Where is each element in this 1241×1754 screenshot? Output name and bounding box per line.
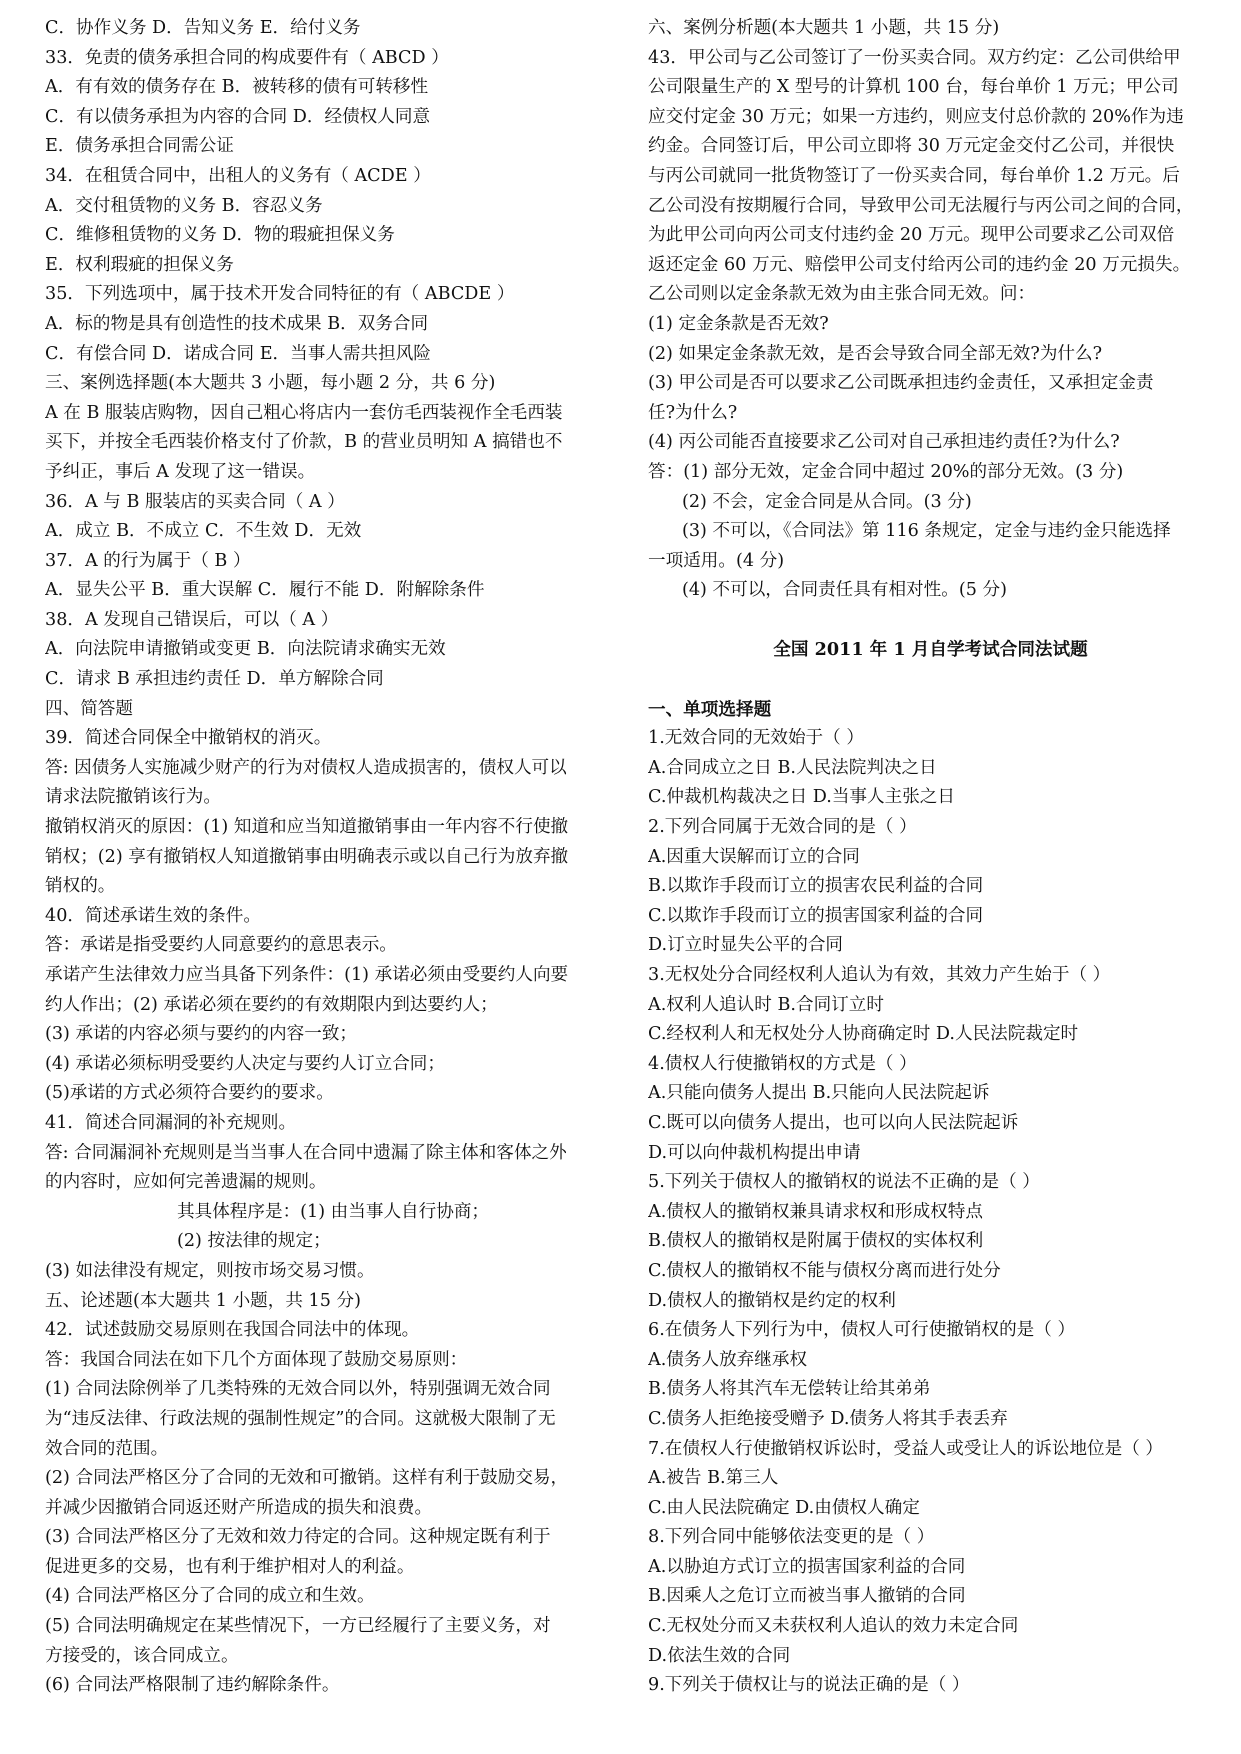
text-line: 答：承诺是指受要约人同意要约的意思表示。: [45, 935, 397, 956]
text-line: 3.无权处分合同经权利人追认为有效，其效力产生始于（ ）: [648, 965, 1111, 985]
left-column: [45, 14, 610, 1701]
text-line: C.无权处分而又未获权利人追认的效力未定合同: [648, 1616, 1019, 1637]
text-line: 应交付定金 30 万元；如果一方违约，则应支付总价款的 20%作为违: [648, 106, 1184, 127]
text-line: 答: 因债务人实施减少财产的行为对债权人造成损害的，债权人可以: [45, 757, 567, 778]
text-line: A.只能向债务人提出 B.只能向人民法院起诉: [648, 1083, 990, 1104]
text-line: C.以欺诈手段而订立的损害国家利益的合同: [648, 905, 984, 926]
text-line: C.既可以向债务人提出，也可以向人民法院起诉: [648, 1112, 1019, 1133]
text-line: 1.无效合同的无效始于（ ）: [648, 728, 864, 749]
section-heading: 一、单项选择题: [648, 698, 772, 720]
text-line: (4) 不可以，合同责任具有相对性。(5 分): [682, 580, 1007, 601]
text-line: (2) 按法律的规定；: [177, 1231, 331, 1252]
text-line: B.以欺诈手段而订立的损害农民利益的合同: [648, 876, 984, 897]
text-line: 35．下列选项中，属于技术开发合同特征的有（ ABCDE ）: [45, 284, 515, 305]
text-line: C．有以债务承担为内容的合同 D．经债权人同意: [45, 106, 431, 127]
text-line: A．交付租赁物的义务 B．容忍义务: [45, 195, 323, 216]
text-line: A．显失公平 B．重大误解 C．履行不能 D．附解除条件: [45, 580, 485, 601]
text-line: 答：(1) 部分无效，定金合同中超过 20%的部分无效。(3 分): [648, 461, 1124, 482]
text-line: (2) 如果定金条款无效，是否会导致合同全部无效?为什么?: [648, 343, 1103, 364]
text-line: 请求法院撤销该行为。: [45, 787, 221, 808]
text-line: 与丙公司就同一批货物签订了一份买卖合同，每台单价 1.2 万元。后: [648, 165, 1180, 186]
text-line: 销权的。: [45, 876, 116, 897]
text-line: 予纠正，事后 A 发现了这一错误。: [45, 461, 316, 482]
text-line: 2.下列合同属于无效合同的是（ ）: [648, 817, 917, 838]
text-line: (2) 不会，定金合同是从合同。(3 分): [682, 491, 972, 512]
text-line: 促进更多的交易，也有利于维护相对人的利益。: [45, 1556, 415, 1577]
text-line: 43．甲公司与乙公司签订了一份买卖合同。双方约定：乙公司供给甲: [648, 47, 1181, 68]
text-line: 并减少因撤销合同返还财产所造成的损失和浪费。: [45, 1497, 433, 1518]
text-line: 9.下列关于债权让与的说法正确的是（ ）: [648, 1675, 970, 1696]
text-line: 公司限量生产的 X 型号的计算机 100 台，每台单价 1 万元；甲公司: [648, 77, 1179, 98]
text-line: [648, 665, 1213, 695]
text-line: 三、案例选择题(本大题共 3 小题，每小题 2 分，共 6 分): [45, 373, 496, 394]
right-column: [648, 14, 1213, 1701]
text-line: 一项适用。(4 分): [648, 550, 785, 571]
text-line: (5)承诺的方式必须符合要约的要求。: [45, 1083, 334, 1104]
text-line: C．协作义务 D．告知义务 E．给付义务: [45, 18, 361, 38]
text-line: A.权利人追认时 B.合同订立时: [648, 994, 884, 1015]
text-line: D.依法生效的合同: [648, 1645, 791, 1666]
text-line: 四、简答题: [45, 698, 133, 719]
text-line: 乙公司则以定金条款无效为由主张合同无效。问：: [648, 284, 1036, 305]
text-line: B.因乘人之危订立而被当事人撤销的合同: [648, 1586, 966, 1607]
text-line: C．有偿合同 D．诺成合同 E．当事人需共担风险: [45, 343, 431, 364]
text-line: C．请求 B 承担违约责任 D．单方解除合同: [45, 669, 384, 690]
text-line: C.仲裁机构裁决之日 D.当事人主张之日: [648, 787, 955, 808]
text-line: 买下，并按全毛西装价格支付了价款，B 的营业员明知 A 搞错也不: [45, 432, 563, 453]
text-line: C.经权利人和无权处分人协商确定时 D.人民法院裁定时: [648, 1024, 1079, 1045]
text-line: 37．A 的行为属于（ B ）: [45, 550, 251, 571]
text-line: 五、论述题(本大题共 1 小题，共 15 分): [45, 1290, 361, 1311]
text-line: A.债权人的撤销权兼具请求权和形成权特点: [648, 1201, 983, 1222]
text-line: 39．简述合同保全中撤销权的消灭。: [45, 728, 332, 749]
text-line: [648, 606, 1213, 636]
text-line: 36．A 与 B 服装店的买卖合同（ A ）: [45, 491, 345, 512]
text-line: (2) 合同法严格区分了合同的无效和可撤销。这样有利于鼓励交易，: [45, 1468, 569, 1489]
text-line: B.债务人将其汽车无偿转让给其弟弟: [648, 1379, 931, 1400]
text-line: (4) 承诺必须标明受要约人决定与要约人订立合同；: [45, 1053, 445, 1074]
text-line: 撤销权消灭的原因：(1) 知道和应当知道撤销事由一年内容不行使撤: [45, 817, 569, 838]
text-line: 答：我国合同法在如下几个方面体现了鼓励交易原则：: [45, 1349, 468, 1370]
text-line: A．有有效的债务存在 B．被转移的债有可转移性: [45, 77, 429, 98]
text-line: (3) 不可以，《合同法》第 116 条规定，定金与违约金只能选择: [682, 521, 1171, 542]
text-line: (3) 如法律没有规定，则按市场交易习惯。: [45, 1260, 375, 1281]
text-line: 40．简述承诺生效的条件。: [45, 905, 261, 926]
text-line: 34．在租赁合同中，出租人的义务有（ ACDE ）: [45, 165, 431, 186]
text-line: A．向法院申请撤销或变更 B．向法院请求确实无效: [45, 639, 446, 660]
text-line: 4.债权人行使撤销权的方式是（ ）: [648, 1053, 917, 1074]
text-line: 约人作出；(2) 承诺必须在要约的有效期限内到达要约人；: [45, 994, 498, 1015]
text-line: (3) 甲公司是否可以要求乙公司既承担违约金责任，又承担定金责: [648, 373, 1154, 394]
text-line: 6.在债务人下列行为中，债权人可行使撤销权的是（ ）: [648, 1320, 1076, 1341]
text-line: A.被告 B.第三人: [648, 1468, 779, 1489]
text-line: 的内容时，应如何完善遗漏的规则。: [45, 1172, 327, 1193]
text-line: D.债权人的撤销权是约定的权利: [648, 1290, 896, 1311]
text-line: (3) 合同法严格区分了无效和效力待定的合同。这种规定既有利于: [45, 1527, 551, 1548]
text-line: 33．免责的债务承担合同的构成要件有（ ABCD ）: [45, 47, 449, 68]
text-line: (3) 承诺的内容必须与要约的内容一致；: [45, 1024, 358, 1045]
text-line: 7.在债权人行使撤销权诉讼时，受益人或受让人的诉讼地位是（ ）: [648, 1438, 1164, 1459]
text-line: (1) 定金条款是否无效?: [648, 313, 829, 334]
text-line: 方接受的，该合同成立。: [45, 1645, 239, 1666]
text-line: (5) 合同法明确规定在某些情况下，一方已经履行了主要义务，对: [45, 1616, 551, 1637]
text-line: E．债务承担合同需公证: [45, 136, 234, 157]
text-line: 销权；(2) 享有撤销权人知道撤销事由明确表示或以自己行为放弃撤: [45, 846, 569, 867]
text-line: C.由人民法院确定 D.由债权人确定: [648, 1497, 920, 1518]
text-line: 42．试述鼓励交易原则在我国合同法中的体现。: [45, 1320, 420, 1341]
text-line: E．权利瑕疵的担保义务: [45, 254, 234, 275]
text-line: C.债权人的撤销权不能与债权分离而进行处分: [648, 1260, 1001, 1281]
text-line: B.债权人的撤销权是附属于债权的实体权利: [648, 1231, 984, 1252]
text-line: D.可以向仲裁机构提出申请: [648, 1142, 861, 1163]
text-line: 答: 合同漏洞补充规则是当当事人在合同中遗漏了除主体和客体之外: [45, 1142, 567, 1163]
text-line: A.合同成立之日 B.人民法院判决之日: [648, 757, 937, 778]
text-line: 38．A 发现自己错误后，可以（ A ）: [45, 609, 339, 630]
text-line: A.因重大误解而订立的合同: [648, 846, 860, 867]
text-line: 为“违反法律、行政法规的强制性规定”的合同。这就极大限制了无: [45, 1408, 556, 1429]
text-line: 任?为什么?: [648, 402, 738, 423]
text-line: 其具体程序是：(1) 由当事人自行协商；: [177, 1201, 490, 1222]
text-line: A．标的物是具有创造性的技术成果 B．双务合同: [45, 313, 429, 334]
text-line: 为此甲公司向丙公司支付违约金 20 万元。现甲公司要求乙公司双倍: [648, 225, 1175, 246]
text-line: 5.下列关于债权人的撤销权的说法不正确的是（ ）: [648, 1172, 1040, 1193]
text-line: A.债务人放弃继承权: [648, 1349, 808, 1370]
text-line: 约金。合同签订后，甲公司立即将 30 万元定金交付乙公司，并很快: [648, 136, 1175, 157]
text-line: 乙公司没有按期履行合同，导致甲公司无法履行与丙公司之间的合同，: [648, 195, 1194, 216]
text-line: 返还定金 60 万元、赔偿甲公司支付给丙公司的违约金 20 万元损失。: [648, 254, 1191, 275]
text-line: (1) 合同法除例举了几类特殊的无效合同以外，特别强调无效合同: [45, 1379, 551, 1400]
text-line: A.以胁迫方式订立的损害国家利益的合同: [648, 1556, 966, 1577]
text-line: 六、案例分析题(本大题共 1 小题，共 15 分): [648, 18, 1000, 38]
text-line: A 在 B 服装店购物，因自己粗心将店内一套仿毛西装视作全毛西装: [45, 402, 563, 423]
exam-title: 全国 2011 年 1 月自学考试合同法试题: [773, 639, 1088, 661]
text-line: (4) 丙公司能否直接要求乙公司对自己承担违约责任?为什么?: [648, 432, 1120, 453]
text-line: C.债务人拒绝接受赠予 D.债务人将其手表丢弃: [648, 1408, 1008, 1429]
text-line: A．成立 B．不成立 C．不生效 D．无效: [45, 521, 362, 542]
text-line: 41．简述合同漏洞的补充规则。: [45, 1112, 297, 1133]
text-line: 效合同的范围。: [45, 1438, 169, 1459]
text-line: D.订立时显失公平的合同: [648, 935, 844, 956]
text-line: 承诺产生法律效力应当具备下列条件：(1) 承诺必须由受要约人向要: [45, 965, 569, 985]
text-line: C．维修租赁物的义务 D．物的瑕疵担保义务: [45, 225, 395, 246]
text-line: 8.下列合同中能够依法变更的是（ ）: [648, 1527, 935, 1548]
text-line: (4) 合同法严格区分了合同的成立和生效。: [45, 1586, 375, 1607]
text-line: (6) 合同法严格限制了违约解除条件。: [45, 1675, 340, 1696]
